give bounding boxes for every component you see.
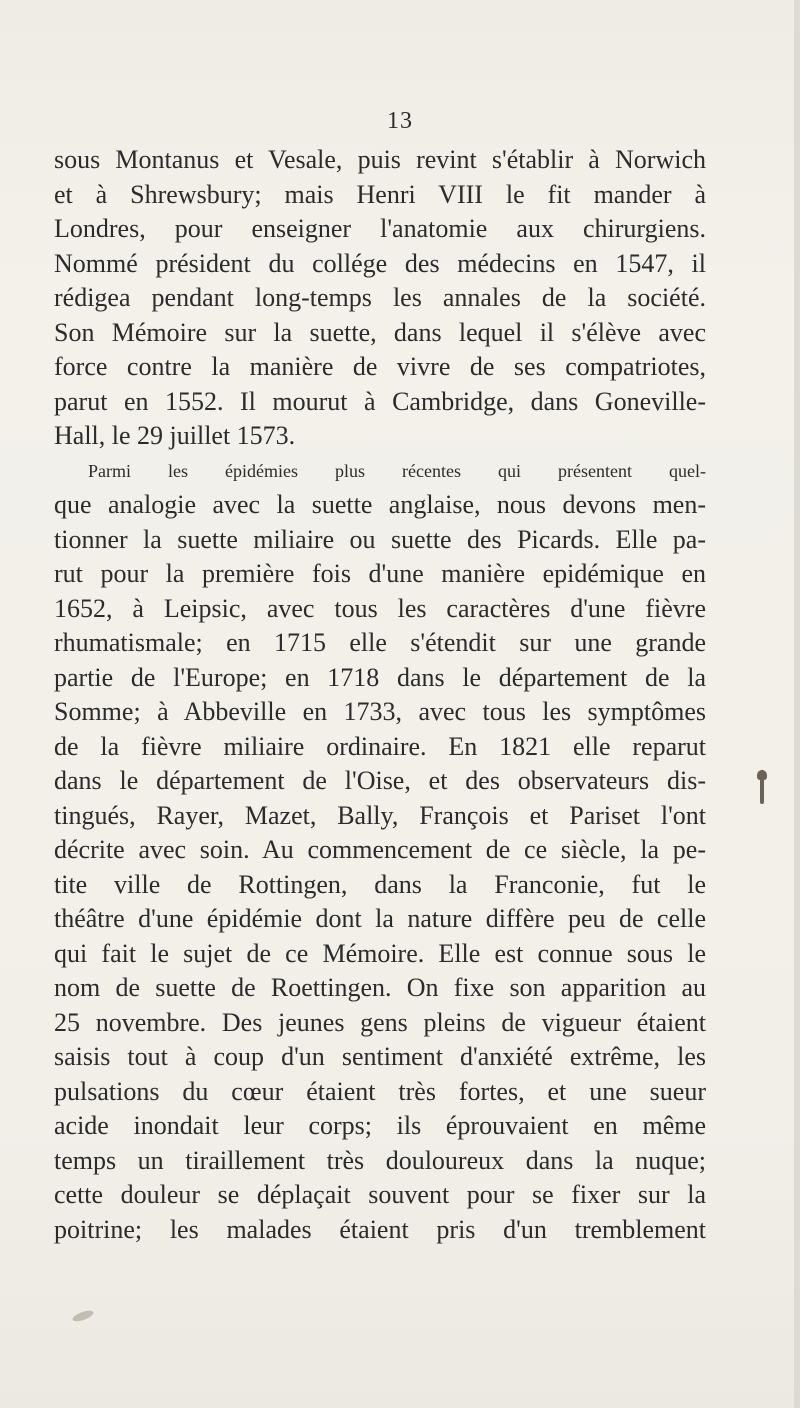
page-number: 13 [387, 108, 413, 134]
ink-mark [760, 770, 764, 804]
text-line: partie de l'Europe; en 1718 dans le département de la [54, 662, 706, 692]
text-line: rut pour la première fois d'une manière epidémique en [54, 559, 706, 588]
text-line: rédigea pendant long-temps les annales de la société. [54, 283, 706, 312]
text-line: rhumatismale; en 1715 elle s'étendit sur une grande [54, 628, 706, 657]
text-line: 1652, à Leipsic, avec tous les caractères d'une fièvre [54, 593, 706, 623]
text-line: 25 novembre. Des jeunes gens pleins de vigueur étaient [54, 1007, 706, 1037]
text-line: Parmi les épidémies plus récentes qui présentent quel- [88, 460, 706, 481]
ink-smudge [71, 1308, 94, 1323]
text-line: saisis tout à coup d'un sentiment d'anxiété extrême, les [54, 1042, 706, 1071]
text-line: tingués, Rayer, Mazet, Bally, François et Pariset l'ont [54, 800, 706, 830]
text-line: sous Montanus et Vesale, puis revint s'établir à Norwich [54, 145, 706, 174]
text-line: Nommé président du collége des médecins en 1547, il [54, 248, 706, 278]
text-line: cette douleur se déplaçait souvent pour se fixer sur la [54, 1180, 706, 1209]
text-line: Son Mémoire sur la suette, dans lequel il s'élève avec [54, 317, 706, 347]
text-line: tionner la suette miliaire ou suette des Picards. Elle pa- [54, 524, 706, 554]
text-line: dans le département de l'Oise, et des observateurs dis- [54, 766, 706, 795]
text-line: de la fièvre miliaire ordinaire. En 1821 elle reparut [54, 731, 706, 761]
text-line: temps un tiraillement très douloureux dans la nuque; [54, 1145, 706, 1175]
text-line: théâtre d'une épidémie dont la nature diffère peu de celle [54, 904, 706, 933]
text-line: décrite avec soin. Au commencement de ce siècle, la pe- [54, 835, 706, 864]
text-line: Somme; à Abbeville en 1733, avec tous les symptômes [54, 697, 706, 726]
text-line: nom de suette de Roettingen. On fixe son apparition au [54, 973, 706, 1002]
text-line: parut en 1552. Il mourut à Cambridge, dans Goneville- [54, 386, 706, 416]
page-edge [794, 0, 800, 1408]
text-line: que analogie avec la suette anglaise, nous devons men- [54, 490, 706, 519]
text-line: tite ville de Rottingen, dans la Franconie, fut le [54, 869, 706, 899]
text-line: pulsations du cœur étaient très fortes, et une sueur [54, 1076, 706, 1106]
text-line: poitrine; les malades étaient pris d'un tremblement [54, 1214, 706, 1244]
body-text [54, 143, 706, 1247]
text-line: Hall, le 29 juillet 1573. [54, 421, 296, 450]
text-line: force contre la manière de vivre de ses compatriotes, [54, 352, 706, 381]
text-line: Londres, pour enseigner l'anatomie aux chirurgiens. [54, 214, 706, 243]
text-line: qui fait le sujet de ce Mémoire. Elle est connue sous le [54, 938, 706, 968]
text-line: acide inondait leur corps; ils éprouvaient en même [54, 1111, 706, 1140]
text-line: et à Shrewsbury; mais Henri VIII le fit mander à [54, 179, 706, 209]
